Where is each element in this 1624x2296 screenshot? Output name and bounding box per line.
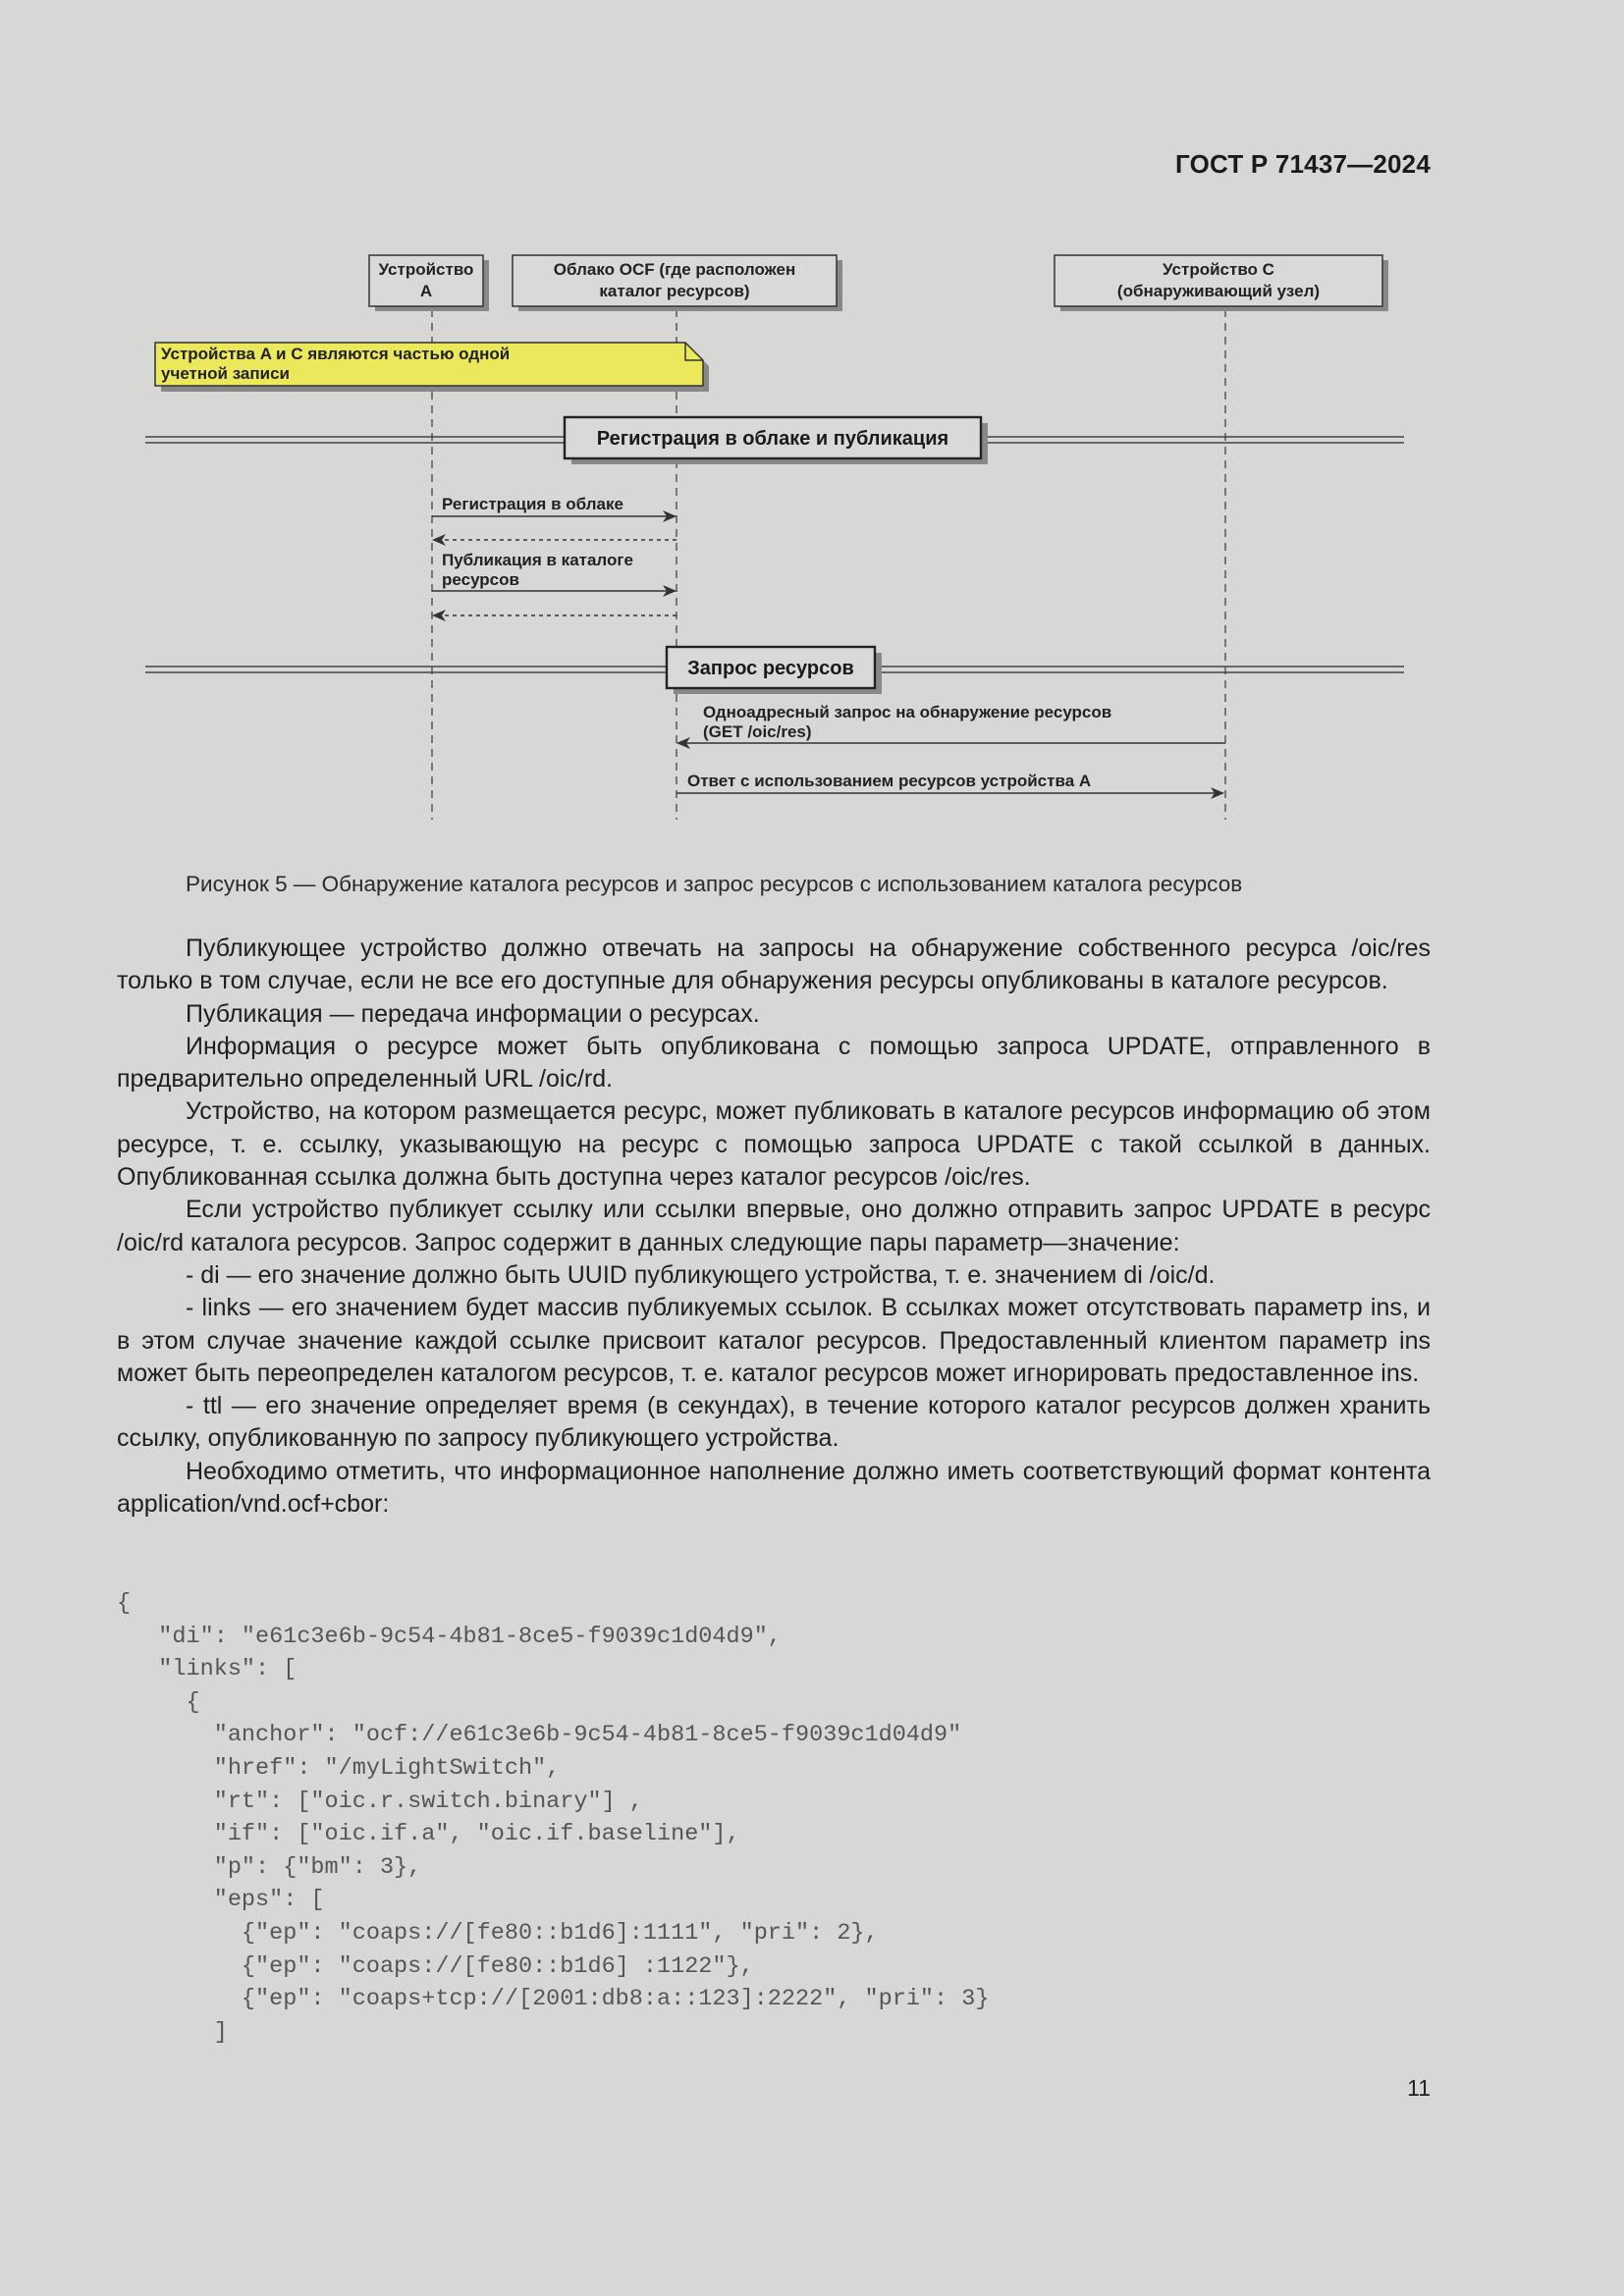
participant-c-line2: (обнаруживающий узел) xyxy=(1116,282,1321,300)
paragraph: Необходимо отметить, что информационное наполнение должно иметь соответствующий формат контента application/vnd.ocf+cbor: xyxy=(117,1457,1431,1519)
paragraph: Публикация — передача информации о ресурсах. xyxy=(186,999,760,1028)
msg-cloud-registration: Регистрация в облаке xyxy=(442,495,623,513)
participant-a-line1: Устройство xyxy=(378,260,474,279)
participant-device-a xyxy=(369,255,489,311)
participant-c-line1: Устройство C xyxy=(1163,260,1274,279)
participant-b-line1: Облако OCF (где расположен xyxy=(553,260,796,279)
list-item-ttl: - ttl — его значение определяет время (в секундах), в течение которого каталог ресурсов должен хранить ссылку, опубликованную по запросу публикующего устройства. xyxy=(117,1392,1431,1453)
section-registration-title: Регистрация в облаке и публикация xyxy=(596,428,949,450)
note-line1: Устройства A и C являются частью одной xyxy=(161,345,511,363)
paragraph: Информация о ресурсе может быть опубликована с помощью запроса UPDATE, отправленного в предварительно определенный URL /oic/rd. xyxy=(117,1032,1431,1094)
figure-caption: Рисунок 5 — Обнаружение каталога ресурсов и запрос ресурсов с использованием каталога ресурсов xyxy=(186,872,1243,896)
list-item-di: - di — его значение должно быть UUID публикующего устройства, т. е. значением di /oic/d. xyxy=(186,1260,1216,1289)
note-line2: учетной записи xyxy=(161,364,291,383)
account-note xyxy=(155,343,709,392)
code-block: { "di": "e61c3e6b-9c54-4b81-8ce5-f9039c1d04d9", "links": [ { "anchor": "ocf://e61c3e6b-9c54-4b81-8ce5-f9039c1d04d9" "href": "/myLightSwitch", "rt": ["oic.r.switch.binary"] , "if": ["oic.if.a", "oic.if.baseline"], "p": {"bm": 3}, "eps": [ {"ep": "coaps://[fe80::b1d6]:1111", "pri": 2}, {"ep": "coaps://[fe80::b1d6] :1122"}, {"ep": "coaps+tcp://[2001:db8:a::123]:2222", "pri": 3} ] xyxy=(117,1590,990,2046)
participant-a-line2: A xyxy=(419,282,433,300)
section-resource-request xyxy=(145,647,1404,694)
msg-unicast-line1: Одноадресный запрос на обнаружение ресурсов xyxy=(703,703,1112,721)
document-header: ГОСТ Р 71437—2024 xyxy=(1175,149,1431,179)
paragraph: Устройство, на котором размещается ресурс, может публиковать в каталоге ресурсов информацию об этом ресурсе, т. е. ссылку, указывающую на ресурс с помощью запроса UPDATE с такой ссылкой в данных. Опубликованная ссылка должна быть доступна через каталог ресурсов /oic/res. xyxy=(117,1097,1431,1192)
msg-response: Ответ с использованием ресурсов устройства A xyxy=(687,772,1092,790)
page-number: 11 xyxy=(1407,2075,1431,2101)
section-request-title: Запрос ресурсов xyxy=(687,658,854,679)
paragraph: Публикующее устройство должно отвечать на запросы на обнаружение собственного ресурса /oic/res только в том случае, если не все его доступные для обнаружения ресурсы опубликованы в каталоге ресурсов. xyxy=(117,934,1431,995)
sequence-diagram xyxy=(0,0,1624,844)
msg-publication-line2: ресурсов xyxy=(442,570,519,589)
participant-cloud xyxy=(513,255,842,311)
body-text xyxy=(117,933,1431,1521)
participant-b-line2: каталог ресурсов) xyxy=(599,282,750,300)
section-registration xyxy=(145,417,1404,464)
participant-device-c xyxy=(1055,255,1388,311)
paragraph: Если устройство публикует ссылку или ссылки впервые, оно должно отправить запрос UPDATE в ресурс /oic/rd каталога ресурсов. Запрос содержит в данных следующие пары параметр—значение: xyxy=(117,1196,1431,1256)
msg-unicast-line2: (GET /oic/res) xyxy=(703,722,812,741)
list-item-links: - links — его значением будет массив публикуемых ссылок. В ссылках может отсутствовать параметр ins, и в этом случае значение каждой ссылке присвоит каталог ресурсов. Предоставленный клиентом параметр ins может быть переопределен каталогом ресурсов, т. е. каталог ресурсов может игнорировать предоставленное ins. xyxy=(117,1294,1431,1387)
msg-publication-line1: Публикация в каталоге xyxy=(442,551,633,569)
